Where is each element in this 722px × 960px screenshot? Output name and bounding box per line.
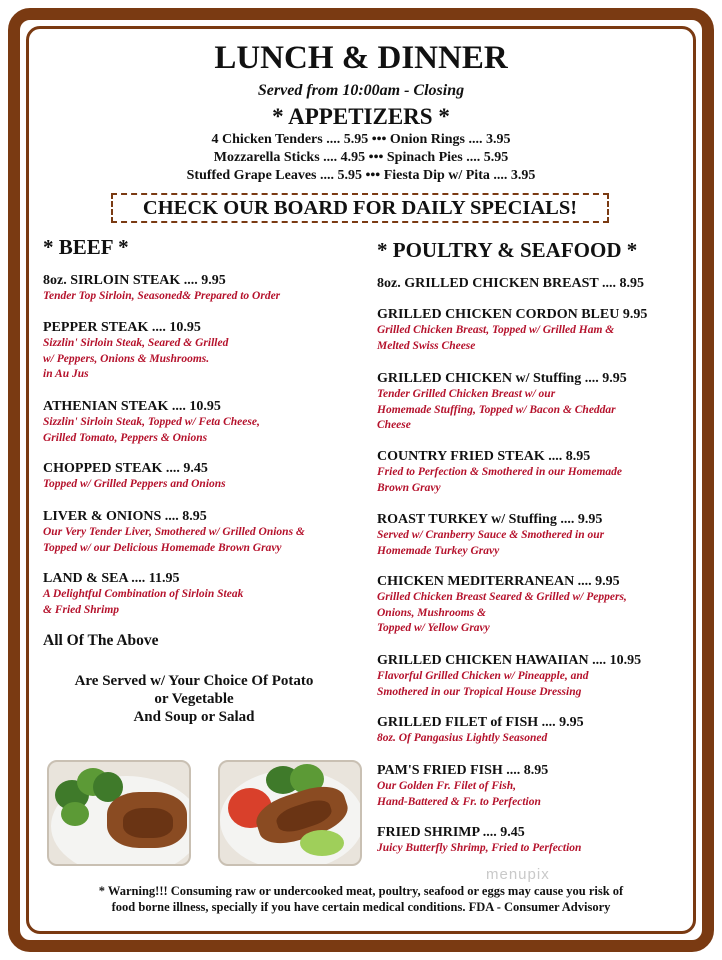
item-name: CHICKEN MEDITERRANEAN .... 9.95 — [377, 574, 620, 589]
served-line-1: Are Served w/ Your Choice Of Potato — [74, 673, 314, 689]
appetizers-line-1: 4 Chicken Tenders .... 5.95 ••• Onion Rings .... 3.95 — [211, 132, 511, 147]
food-photo-steak — [47, 760, 191, 866]
poultry-item — [377, 307, 647, 354]
item-desc: Juicy Butterfly Shrimp, Fried to Perfection — [377, 842, 582, 854]
item-name: PEPPER STEAK .... 10.95 — [43, 320, 201, 335]
item-name: LAND & SEA .... 11.95 — [43, 571, 180, 586]
warning-line-2: food borne illness, specially if you have certain medical conditions. FDA - Consumer Advisory — [111, 900, 611, 914]
beef-item — [43, 461, 226, 493]
item-name: CHOPPED STEAK .... 9.45 — [43, 461, 208, 476]
item-name: COUNTRY FRIED STEAK .... 8.95 — [377, 449, 591, 464]
item-desc: w/ Peppers, Onions & Mushrooms. — [43, 352, 210, 365]
appetizers-heading: * APPETIZERS * — [272, 104, 450, 129]
item-desc: Tender Top Sirloin, Seasoned& Prepared to Order — [43, 290, 281, 302]
item-desc: Fried to Perfection & Smothered in our Homemade — [377, 466, 623, 478]
poultry-item — [377, 512, 604, 559]
served-line-2: or Vegetable — [154, 691, 234, 707]
item-desc: Sizzlin' Sirloin Steak, Topped w/ Feta Cheese, — [43, 416, 260, 428]
item-desc: Topped w/ Yellow Gravy — [377, 622, 490, 634]
item-desc: Grilled Chicken Breast, Topped w/ Grilled Ham & — [377, 324, 615, 336]
appetizers-line-3: Stuffed Grape Leaves .... 5.95 ••• Fiesta Dip w/ Pita .... 3.95 — [186, 168, 536, 183]
item-name: GRILLED CHICKEN HAWAIIAN .... 10.95 — [377, 653, 642, 668]
poultry-item — [377, 653, 641, 700]
item-desc: Sizzlin' Sirloin Steak, Seared & Grilled — [43, 337, 229, 349]
item-desc: in Au Jus — [43, 368, 89, 380]
watermark: menupix — [486, 866, 550, 883]
item-name: PAM'S FRIED FISH .... 8.95 — [377, 763, 549, 778]
item-name: FRIED SHRIMP .... 9.45 — [377, 825, 525, 840]
poultry-item — [377, 276, 644, 292]
item-desc: 8oz. Of Pangasius Lightly Seasoned — [377, 732, 548, 744]
beef-item — [43, 320, 228, 383]
item-desc: Cheese — [377, 419, 411, 431]
poultry-heading: * POULTRY & SEAFOOD * — [377, 238, 638, 262]
poultry-item — [377, 715, 584, 747]
item-desc: A Delightful Combination of Sirloin Steak — [43, 588, 244, 600]
all-of-the-above: All Of The Above — [43, 632, 159, 649]
item-desc: Onions, Mushrooms & — [377, 606, 486, 619]
item-desc: Homemade Turkey Gravy — [377, 544, 500, 557]
item-name: 8oz. SIRLOIN STEAK .... 9.95 — [43, 273, 226, 288]
item-desc: Grilled Tomato, Peppers & Onions — [43, 431, 208, 444]
served-line-3: And Soup or Salad — [133, 709, 255, 725]
item-desc: Grilled Chicken Breast Seared & Grilled w/ Peppers, — [377, 591, 627, 603]
item-desc: Served w/ Cranberry Sauce & Smothered in our — [377, 529, 605, 541]
item-name: ROAST TURKEY w/ Stuffing .... 9.95 — [377, 512, 603, 527]
poultry-item — [377, 574, 627, 637]
item-desc: Topped w/ Grilled Peppers and Onions — [43, 478, 226, 490]
beef-item — [43, 571, 243, 618]
poultry-item — [377, 371, 627, 434]
item-desc: Hand-Battered & Fr. to Perfection — [377, 795, 541, 808]
poultry-item — [377, 763, 548, 810]
page-title: LUNCH & DINNER — [214, 40, 508, 76]
food-photo-fish — [218, 760, 362, 866]
item-desc: Smothered in our Tropical House Dressing — [377, 685, 582, 698]
beef-item — [43, 509, 305, 556]
item-desc: Flavorful Grilled Chicken w/ Pineapple, and — [377, 670, 589, 682]
item-name: ATHENIAN STEAK .... 10.95 — [43, 399, 221, 414]
item-desc: Our Golden Fr. Filet of Fish, — [377, 780, 516, 792]
item-name: LIVER & ONIONS .... 8.95 — [43, 509, 207, 524]
poultry-item — [377, 825, 581, 857]
item-desc: & Fried Shrimp — [43, 603, 120, 616]
item-desc: Brown Gravy — [377, 481, 441, 494]
daily-specials-banner: CHECK OUR BOARD FOR DAILY SPECIALS! — [111, 193, 609, 223]
item-desc: Melted Swiss Cheese — [377, 339, 476, 352]
item-desc: Our Very Tender Liver, Smothered w/ Grilled Onions & — [43, 526, 305, 538]
item-name: GRILLED FILET of FISH .... 9.95 — [377, 715, 584, 730]
item-desc: Tender Grilled Chicken Breast w/ our — [377, 388, 556, 400]
poultry-item — [377, 449, 622, 496]
appetizers-line-2: Mozzarella Sticks .... 4.95 ••• Spinach Pies .... 5.95 — [213, 150, 509, 165]
item-name: GRILLED CHICKEN CORDON BLEU 9.95 — [377, 307, 648, 322]
beef-item — [43, 399, 260, 446]
item-name: GRILLED CHICKEN w/ Stuffing .... 9.95 — [377, 371, 627, 386]
page-subtitle: Served from 10:00am - Closing — [257, 82, 465, 99]
beef-item — [43, 273, 280, 305]
beef-heading: * BEEF * — [43, 235, 129, 259]
item-desc: Topped w/ our Delicious Homemade Brown Gravy — [43, 541, 282, 554]
item-name: 8oz. GRILLED CHICKEN BREAST .... 8.95 — [377, 276, 644, 291]
warning-line-1: * Warning!!! Consuming raw or undercooked meat, poultry, seafood or eggs may cause you risk of — [98, 884, 624, 898]
item-desc: Homemade Stuffing, Topped w/ Bacon & Cheddar — [377, 403, 616, 416]
